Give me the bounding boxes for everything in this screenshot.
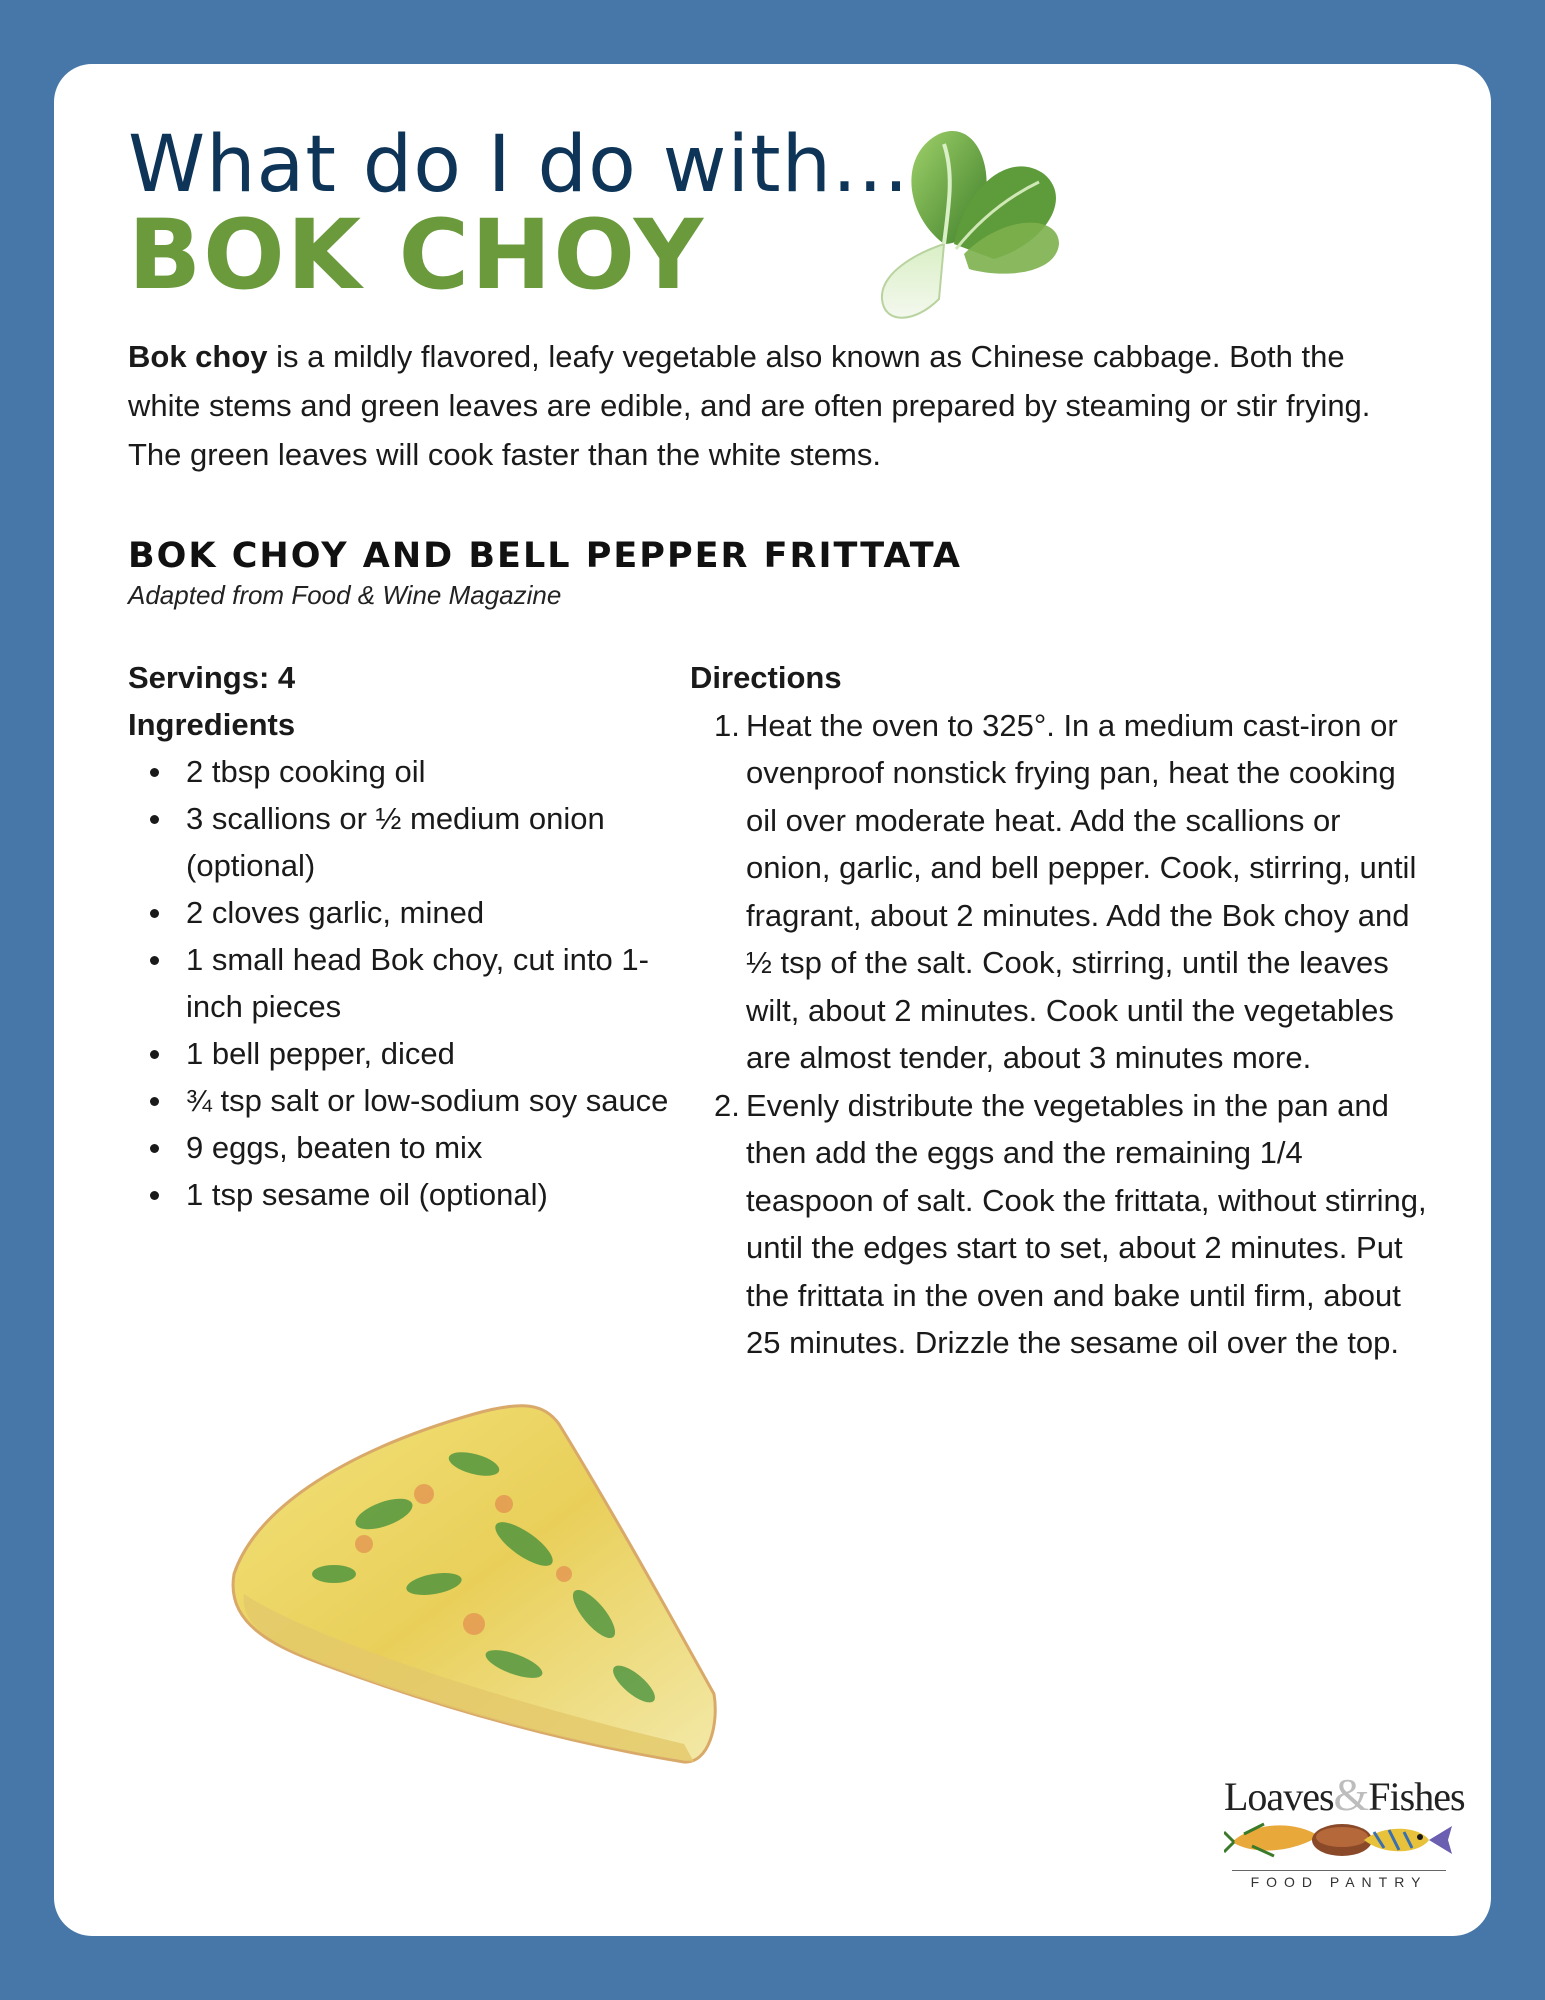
ingredients-list bbox=[128, 748, 688, 1218]
step-text: Heat the oven to 325°. In a medium cast-iron or ovenproof nonstick frying pan, heat the cooking oil over moderate heat. Add the scallions or onion, garlic, and bell pepper. Cook, stirring, until fragrant, about 2 minutes. Add the Bok choy and ½ tsp of the salt. Cook, stirring, until the leaves wilt, about 2 minutes. Cook until the vegetables are almost tender, about 3 minutes more. bbox=[746, 707, 1417, 1075]
logo-divider bbox=[1232, 1870, 1446, 1871]
ingredients-column bbox=[128, 654, 688, 1218]
direction-step bbox=[690, 702, 1430, 1082]
ingredients-heading: Ingredients bbox=[128, 707, 296, 742]
direction-step bbox=[690, 1082, 1430, 1367]
recipe-title: BOK CHOY AND BELL PEPPER FRITTATA bbox=[128, 536, 962, 576]
step-number: 1. bbox=[714, 707, 740, 743]
logo-ampersand: & bbox=[1333, 1769, 1369, 1820]
recipe-source: Adapted from Food & Wine Magazine bbox=[128, 580, 562, 610]
list-item: ¾ tsp salt or low-sodium soy sauce bbox=[128, 1077, 688, 1124]
intro-paragraph bbox=[128, 332, 1388, 479]
fish-and-bread-icon bbox=[1224, 1812, 1454, 1868]
loaves-fishes-logo bbox=[1224, 1768, 1465, 1898]
directions-heading: Directions bbox=[690, 660, 842, 695]
step-number: 2. bbox=[714, 1087, 740, 1123]
page-title-question: What do I do with... bbox=[128, 120, 910, 210]
page-title-vegetable: BOK CHOY bbox=[128, 199, 706, 311]
frittata-illustration-icon bbox=[214, 1344, 734, 1784]
logo-word-fishes: Fishes bbox=[1368, 1774, 1465, 1819]
logo-subtitle: FOOD PANTRY bbox=[1250, 1874, 1428, 1890]
bok-choy-illustration-icon bbox=[844, 94, 1094, 344]
intro-bold-term: Bok choy bbox=[128, 339, 268, 374]
list-item: 1 small head Bok choy, cut into 1-inch pieces bbox=[128, 936, 688, 1030]
servings-label: Servings: 4 bbox=[128, 660, 296, 695]
list-item: 3 scallions or ½ medium onion (optional) bbox=[128, 795, 688, 889]
recipe-card bbox=[54, 64, 1491, 1936]
directions-column bbox=[690, 654, 1430, 1367]
intro-text: is a mildly flavored, leafy vegetable also known as Chinese cabbage. Both the white stems and green leaves are edible, and are often prepared by steaming or stir frying. The green leaves will cook faster than the white stems. bbox=[128, 339, 1371, 472]
logo-word-loaves: Loaves bbox=[1224, 1774, 1334, 1819]
list-item: 9 eggs, beaten to mix bbox=[128, 1124, 688, 1171]
list-item: 1 tsp sesame oil (optional) bbox=[128, 1171, 688, 1218]
list-item: 1 bell pepper, diced bbox=[128, 1030, 688, 1077]
step-text: Evenly distribute the vegetables in the pan and then add the eggs and the remaining 1/4 teaspoon of salt. Cook the frittata, without stirring, until the edges start to set, about 2 minutes. Put the frittata in the oven and bake until firm, about 25 minutes. Drizzle the sesame oil over the top. bbox=[746, 1087, 1427, 1360]
directions-list bbox=[690, 702, 1430, 1367]
list-item: 2 cloves garlic, mined bbox=[128, 889, 688, 936]
list-item: 2 tbsp cooking oil bbox=[128, 748, 688, 795]
